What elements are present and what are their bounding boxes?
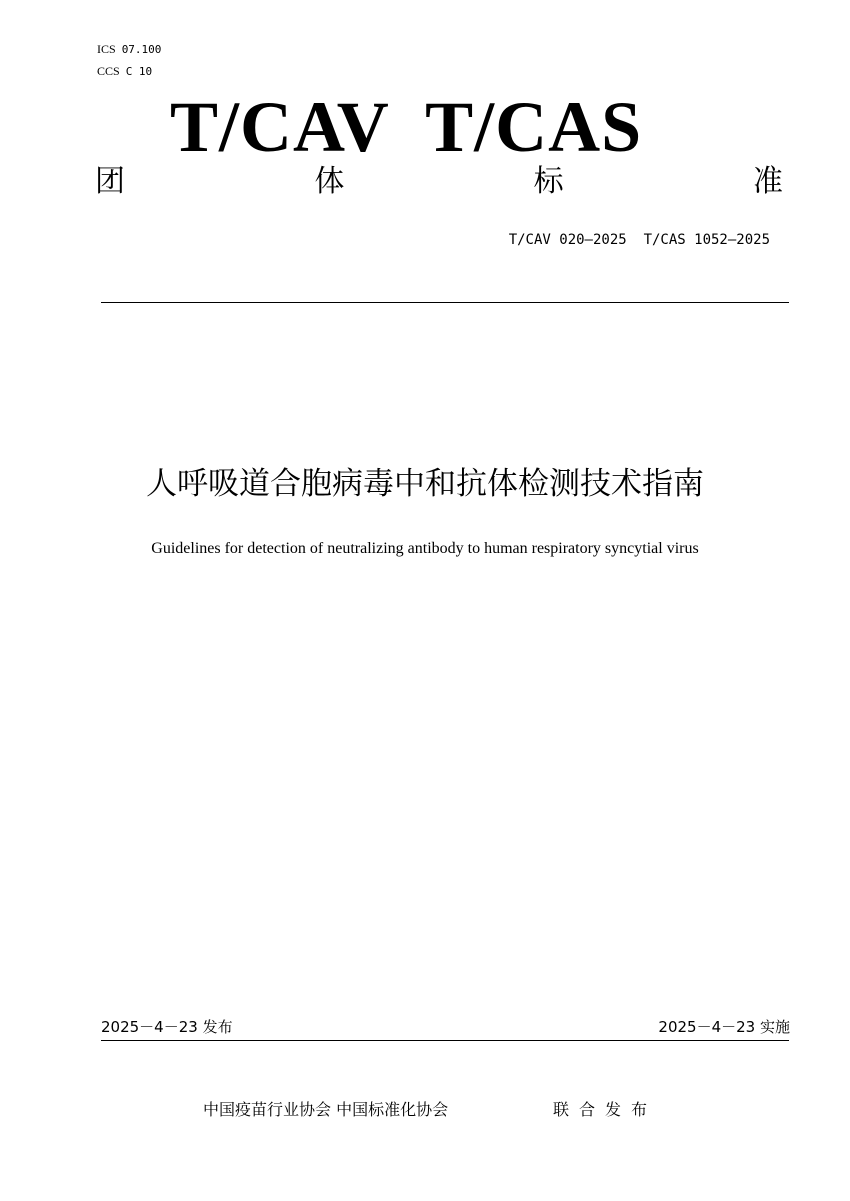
document-title-english: Guidelines for detection of neutralizing antibody to human respiratory syncytial virus — [151, 540, 699, 557]
publishers: 中国疫苗行业协会 中国标准化协会 — [203, 1100, 449, 1119]
ccs-code: C 10 — [125, 65, 153, 78]
ccs-label: CCS — [97, 64, 120, 78]
document-title-chinese: 人呼吸道合胞病毒中和抗体检测技术指南 — [146, 466, 704, 502]
issue-date: 2025－4－23 发布 — [101, 1018, 233, 1036]
standard-type-heading — [95, 162, 783, 202]
organization-codes: T/CAV T/CAS — [170, 87, 643, 167]
ics-line — [97, 42, 161, 57]
standard-numbers: T/CAV 020—2025 T/CAS 1052—2025 — [508, 232, 770, 248]
header-divider — [101, 302, 789, 303]
joint-release-label: 联合发布 — [553, 1100, 658, 1119]
standard-type-char: 准 — [752, 164, 783, 199]
ccs-line — [97, 64, 152, 79]
ics-code: 07.100 — [121, 43, 162, 56]
ics-label: ICS — [97, 42, 116, 56]
standard-type-char: 体 — [314, 164, 345, 199]
standard-type-char: 标 — [533, 164, 564, 199]
implementation-date: 2025－4－23 实施 — [658, 1018, 790, 1036]
standard-type-char: 团 — [95, 164, 125, 199]
footer-divider — [101, 1040, 789, 1041]
